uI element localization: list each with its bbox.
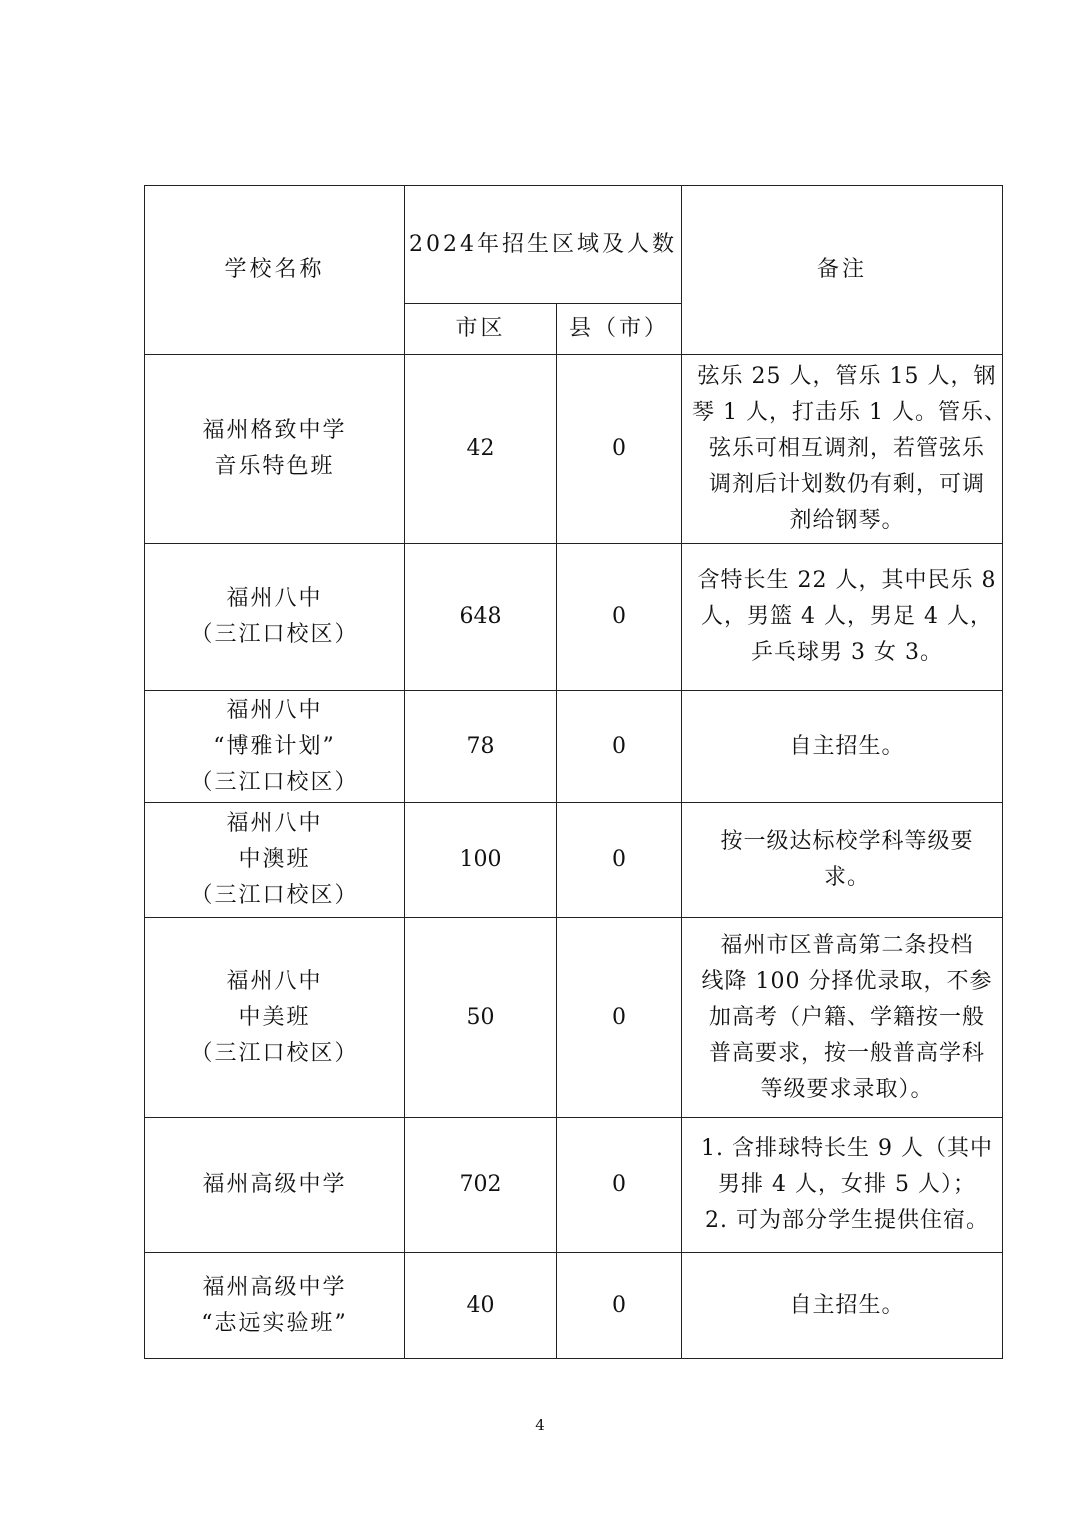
school-name-cell-line: “博雅计划” bbox=[213, 733, 336, 759]
note-cell-line: 调剂后计划数仍有剩，可调 bbox=[708, 472, 985, 497]
school-name-cell-line: 中美班 bbox=[238, 1004, 311, 1030]
city-count-cell: 78 bbox=[405, 691, 557, 803]
city-count-cell: 702 bbox=[405, 1118, 557, 1253]
school-name-cell-line: （三江口校区） bbox=[190, 883, 359, 908]
note-cell-line: 人，男篮 4 人，男足 4 人， bbox=[701, 604, 993, 629]
school-name-cell bbox=[145, 918, 405, 1118]
note-cell-line: 2. 可为部分学生提供住宿。 bbox=[705, 1208, 989, 1233]
city-count-cell: 40 bbox=[405, 1253, 557, 1359]
header-city: 市区 bbox=[405, 304, 557, 355]
header-region-group: 2024年招生区域及人数 bbox=[405, 186, 682, 304]
county-count-cell: 0 bbox=[557, 691, 682, 803]
note-cell bbox=[682, 803, 1003, 918]
note-cell bbox=[682, 918, 1003, 1118]
school-name-cell-line: 福州八中 bbox=[226, 811, 323, 836]
school-name-cell-line: 福州高级中学 bbox=[202, 1172, 347, 1197]
note-cell-line: 自主招生。 bbox=[789, 733, 905, 759]
table-row bbox=[145, 691, 1003, 803]
table-row bbox=[145, 355, 1003, 544]
county-count-cell: 0 bbox=[557, 803, 682, 918]
note-cell-line: 1. 含排球特长生 9 人（其中 bbox=[701, 1136, 993, 1161]
note-cell-line: 线降 100 分择优录取，不参 bbox=[701, 968, 993, 994]
note-cell-line: 剂给钢琴。 bbox=[789, 508, 905, 533]
admission-table bbox=[144, 185, 1007, 1359]
school-name-cell-line: 音乐特色班 bbox=[214, 454, 335, 479]
note-cell bbox=[682, 1118, 1003, 1253]
page-number: 4 bbox=[535, 1416, 545, 1434]
city-count-cell: 100 bbox=[405, 803, 557, 918]
note-cell-line: 自主招生。 bbox=[789, 1292, 905, 1318]
school-name-cell bbox=[145, 691, 405, 803]
note-cell-line: 弦乐 25 人，管乐 15 人，钢 bbox=[697, 364, 997, 389]
note-cell-line: 福州市区普高第二条投档 bbox=[720, 932, 974, 958]
school-name-cell-line: （三江口校区） bbox=[190, 1040, 359, 1066]
school-name-cell bbox=[145, 355, 405, 544]
school-name-cell-line: 中澳班 bbox=[238, 847, 311, 872]
city-count-cell: 648 bbox=[405, 544, 557, 691]
table-row bbox=[145, 918, 1003, 1118]
school-name-cell-line: 福州八中 bbox=[226, 697, 323, 723]
school-name-cell-line: 福州格致中学 bbox=[202, 418, 347, 443]
school-name-cell-line: “志远实验班” bbox=[201, 1310, 348, 1336]
note-cell-line: 乒乓球男 3 女 3。 bbox=[751, 640, 943, 665]
note-cell bbox=[682, 544, 1003, 691]
note-cell-line: 求。 bbox=[823, 865, 870, 890]
county-count-cell: 0 bbox=[557, 1118, 682, 1253]
table-row bbox=[145, 1118, 1003, 1253]
note-cell-line: 男排 4 人，女排 5 人）； bbox=[718, 1172, 976, 1197]
header-county: 县（市） bbox=[557, 304, 682, 355]
note-cell-line: 含特长生 22 人，其中民乐 8 bbox=[697, 568, 997, 593]
city-count-cell: 42 bbox=[405, 355, 557, 544]
school-name-cell-line: 福州八中 bbox=[226, 586, 323, 611]
county-count-cell: 0 bbox=[557, 544, 682, 691]
city-count-cell: 50 bbox=[405, 918, 557, 1118]
school-name-cell bbox=[145, 544, 405, 691]
table-row bbox=[145, 1253, 1003, 1359]
county-count-cell: 0 bbox=[557, 918, 682, 1118]
note-cell-line: 加高考（户籍、学籍按一般 bbox=[708, 1004, 985, 1030]
county-count-cell: 0 bbox=[557, 1253, 682, 1359]
school-name-cell-line: 福州八中 bbox=[226, 968, 323, 994]
note-cell-line: 普高要求，按一般普高学科 bbox=[708, 1040, 985, 1066]
header-row bbox=[145, 186, 1003, 304]
note-cell-line: 琴 1 人，打击乐 1 人。管乐、 bbox=[692, 400, 1007, 425]
county-count-cell: 0 bbox=[557, 355, 682, 544]
school-name-cell-line: 福州高级中学 bbox=[202, 1274, 347, 1300]
school-name-cell bbox=[145, 803, 405, 918]
note-cell-line: 按一级达标校学科等级要 bbox=[720, 829, 974, 854]
table-row bbox=[145, 803, 1003, 918]
school-name-cell-line: （三江口校区） bbox=[190, 622, 359, 647]
note-cell-line: 弦乐可相互调剂，若管弦乐 bbox=[708, 436, 985, 461]
header-school-name: 学校名称 bbox=[145, 186, 405, 355]
header-note: 备注 bbox=[682, 186, 1003, 355]
table-row bbox=[145, 544, 1003, 691]
school-name-cell bbox=[145, 1253, 405, 1359]
note-cell bbox=[682, 691, 1003, 803]
note-cell-line: 等级要求录取）。 bbox=[760, 1076, 934, 1102]
note-cell bbox=[682, 1253, 1003, 1359]
school-name-cell-line: （三江口校区） bbox=[190, 769, 359, 795]
school-name-cell bbox=[145, 1118, 405, 1253]
note-cell bbox=[682, 355, 1007, 544]
